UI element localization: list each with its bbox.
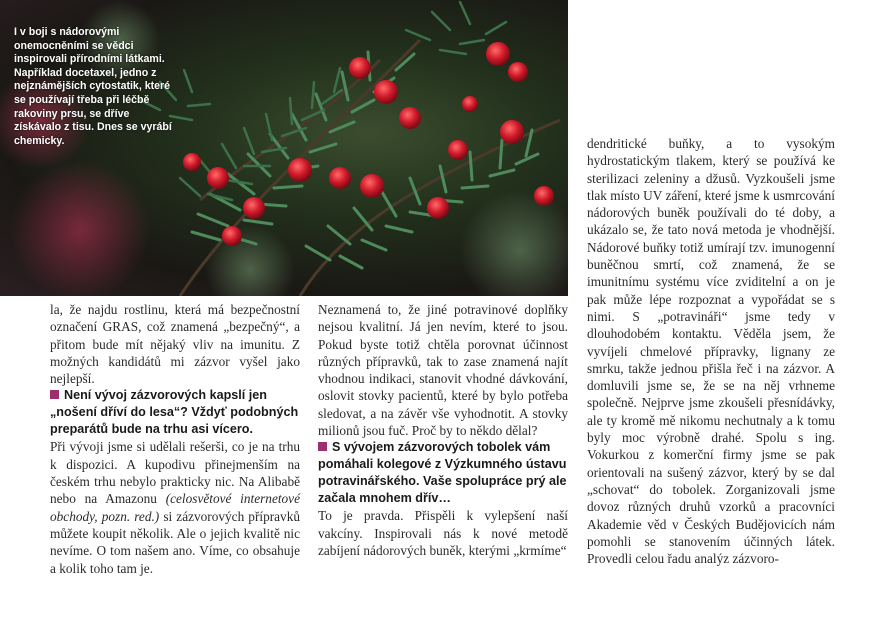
interview-question — [50, 387, 300, 438]
question-text: Není vývoj zázvorových kapslí jen „nošení dříví do lesa“? Vždyť podobných preparátů bude na trhu asi vícero. — [50, 388, 299, 437]
article-column-3 — [587, 135, 835, 567]
interview-question — [318, 439, 568, 507]
article-column-2 — [318, 301, 568, 559]
paragraph: Neznamená to, že jiné potravinové doplňky nejsou kvalitní. Já jen nevím, které to jsou. Pokud byste totiž chtěla porovnat účinnost různých přípravků, tak to zase znamená najít vhodnou indikaci, stanovit vhodné dávkování, oslovit stovky pacientů, které by bylo potřeba sledovat, a na závěr vše vyhodnotit. A stovky milionů jsou fuč. Proč by to někdo dělal? — [318, 302, 568, 439]
paragraph-text: si zázvorových přípravků můžete koupit několik. Ale o jejich kvalitě nic nevíme. O tom našem ano. Víme, co obsahuje a kolik toho tam je. — [50, 508, 300, 576]
paragraph — [50, 438, 300, 576]
paragraph-text: Při vývoji jsme si udělali rešerši, co je na trhu k dispozici. A kupodivu přinejmenším na českém trhu nebylo prakticky nic. Na Alibabě nebo na Amazonu — [50, 439, 300, 507]
photo-caption: I v boji s nádorovými onemocněními se vědci inspirovali přírodními látkami. Například docetaxel, jedno z nejznámějších cytostatik, které se používají třeba při léčbě rakoviny prsu, se dříve získávalo z tisu. Dnes se vyrábí chemicky. — [14, 26, 172, 147]
question-marker-icon — [50, 390, 59, 399]
article-column-1 — [50, 301, 300, 577]
paragraph: la, že najdu rostlinu, která má bezpečnostní označení GRAS, což znamená „bezpečný“, a přitom bude mít nějaký vliv na imunitu. Z možných kandidátů mi zázvor vyšel jako nejlepší. — [50, 302, 300, 387]
question-marker-icon — [318, 442, 327, 451]
paragraph: dendritické buňky, a to vysokým hydrostatickým tlakem, který se používá ke sterilizaci zeleniny a džusů. Vyzkoušeli jsme tlak místo UV záření, které jsme k usmrcování nádorových buněk používali do té doby, a ukázalo se, že tato nová metoda je vhodnější. Nádorové buňky totiž umírají tzv. imunogenní buněčnou smrtí, což znamená, že se imunitnímu systému více zviditelní a on je pak může lépe rozpoznat a vypořádat se s nimi. S „potravináři“ jsme tedy v dlouhodobém kontaktu. Věděla jsem, že vyvíjeli chmelové přípravky, lignany ze smrku, takže jednou přišla řeč i na zázvor. A domluvili jsme se, že se na něj vrhneme společně. Nejprve jsme zkoušeli přesnídávky, ale ty kromě mě nikomu nechutnaly a k tomu byly moc výrobně drahé. Spolu s ing. Vokurkou z komerční firmy jsme se pak orientovali na sušený zázvor, který by se dal „schovat“ do tobolek. Zorganizovali jsme dovoz různých druhů vzorků a pracovníci Akademie věd v Českých Budějovicích nám pomohli se stanovením účinných látek. Provedli celou řadu analýz zázvoro- — [587, 136, 835, 567]
editor-note: (celosvětové internetové obchody, pozn. red.) — [50, 491, 300, 524]
paragraph: To je pravda. Přispěli k vylepšení naší vakcíny. Inspirovali nás k nové metodě zabíjení nádorových buněk, kterými „krmíme“ — [318, 508, 568, 558]
question-text: S vývojem zázvorových tobolek vám pomáhali kolegové z Výzkumného ústavu potravinářského. Vaše spolupráce prý ale začala mnohem dřív… — [318, 440, 567, 506]
yew-berries-photo — [0, 0, 568, 296]
